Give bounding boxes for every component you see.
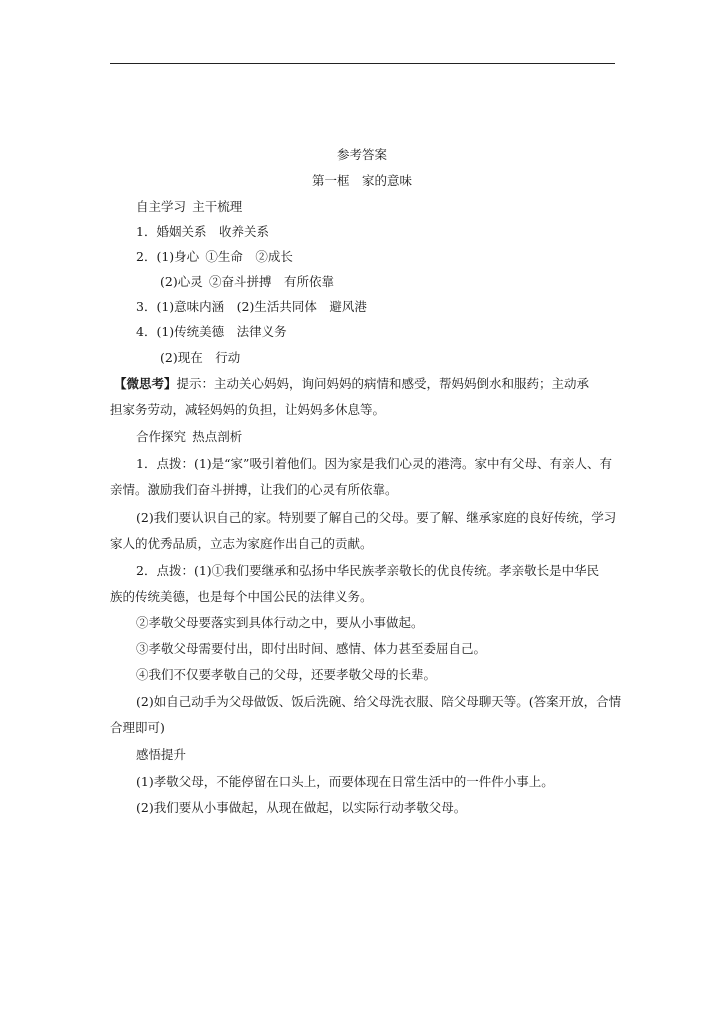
paragraph-line: 2．点拨：(1)①我们要继承和弘扬中华民族孝亲敬长的优良传统。孝亲敬长是中华民	[136, 563, 600, 578]
paragraph-line: 1．点拨：(1)是“家”吸引着他们。因为家是我们心灵的港湾。家中有父母、有亲人、有	[136, 456, 612, 471]
cooperation-heading: 合作探究 热点剖析	[136, 429, 243, 444]
answer-line: 1．婚姻关系 收养关系	[136, 224, 269, 239]
answer-line: 4．(1)传统美德 法律义务	[136, 324, 287, 339]
paragraph-line: 合理即可)	[110, 720, 165, 735]
paragraph-line: ④我们不仅要孝敬自己的父母，还要孝敬父母的长辈。	[136, 667, 437, 682]
answer-title: 参考答案	[336, 147, 387, 162]
answer-line: (2)现在 行动	[160, 350, 241, 365]
paragraph-line: 家人的优秀品质，立志为家庭作出自己的贡献。	[110, 536, 373, 551]
self-study-heading: 自主学习 主干梳理	[136, 199, 243, 214]
paragraph-line: (2)我们要认识自己的家。特别要了解自己的父母。要了解、继承家庭的良好传统，学习	[136, 510, 617, 525]
header-rule	[110, 63, 615, 64]
answer-line: 3．(1)意味内涵 (2)生活共同体 避风港	[136, 299, 367, 314]
paragraph-line: ②孝敬父母要落实到具体行动之中，要从小事做起。	[136, 615, 424, 630]
micro-think-paragraph	[114, 376, 589, 392]
answer-line: (2)心灵 ②奋斗拼搏 有所依靠	[160, 274, 334, 289]
paragraph-line: (2)我们要从小事做起，从现在做起，以实际行动孝敬父母。	[136, 800, 467, 815]
paragraph-line: 亲情。激励我们奋斗拼搏，让我们的心灵有所依靠。	[110, 482, 398, 497]
micro-think-text: 提示：主动关心妈妈，询问妈妈的病情和感受，帮妈妈倒水和服药；主动承	[176, 376, 590, 391]
insight-heading: 感悟提升	[136, 747, 187, 762]
section-subtitle: 第一框 家的意味	[311, 173, 412, 188]
paragraph-line: 族的传统美德，也是每个中国公民的法律义务。	[110, 589, 373, 604]
paragraph-line: (1)孝敬父母，不能停留在口头上，而要体现在日常生活中的一件件小事上。	[136, 774, 554, 789]
paragraph-line: ③孝敬父母需要付出，即付出时间、感情、体力甚至委屈自己。	[136, 641, 487, 656]
paragraph-line: 担家务劳动，减轻妈妈的负担，让妈妈多休息等。	[110, 402, 386, 417]
micro-think-label: 【微思考】	[114, 376, 177, 391]
paragraph-line: (2)如自己动手为父母做饭、饭后洗碗、给父母洗衣服、陪父母聊天等。(答案开放，合情	[136, 694, 622, 709]
answer-line: 2．(1)身心 ①生命 ②成长	[136, 249, 293, 264]
